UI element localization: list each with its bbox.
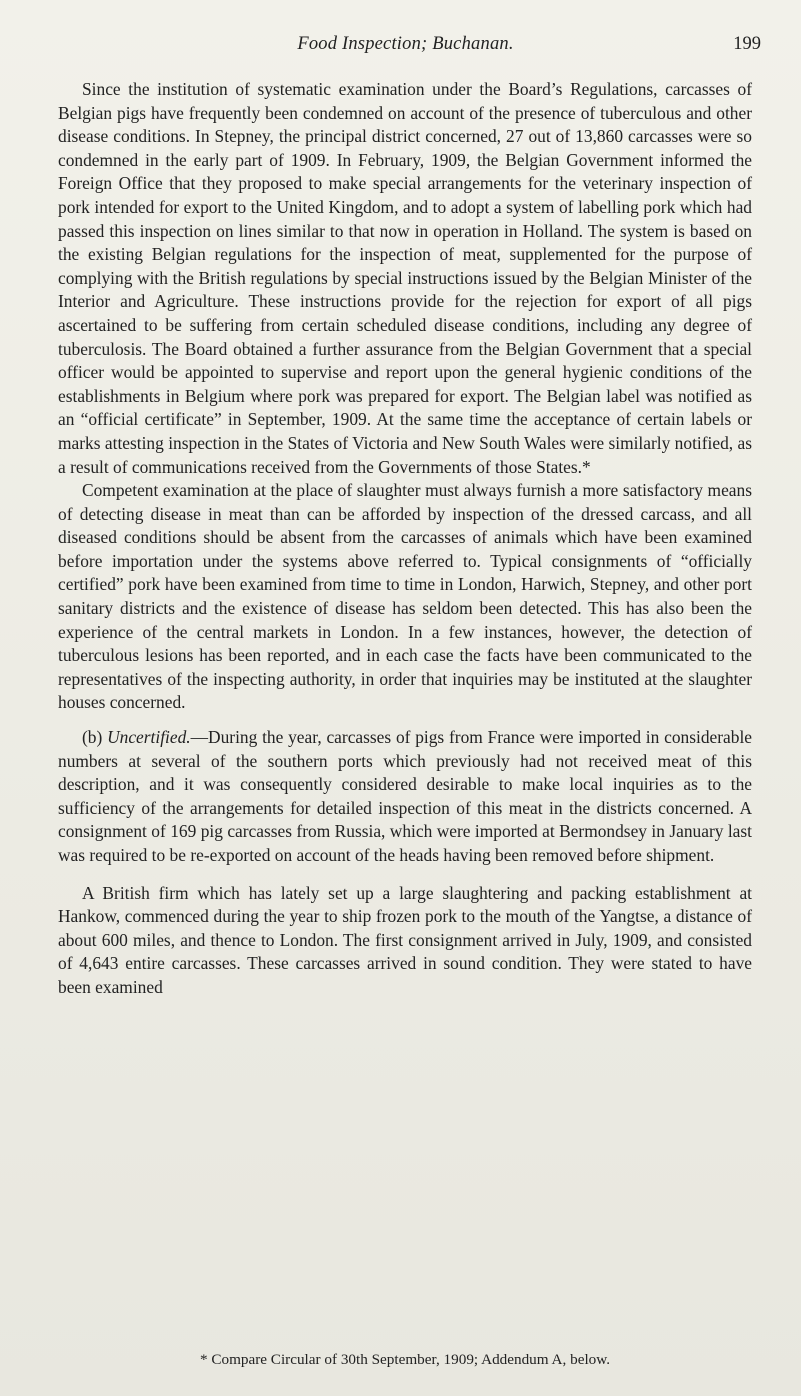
footnote: * Compare Circular of 30th September, 1909; Addendum A, below. <box>199 1351 611 1368</box>
section-label: (b) <box>82 727 103 748</box>
paragraph-hankow: A British firm which has lately set up a large slaughtering and packing establishment at Hankow, commenced during the year to ship frozen pork to the mouth of the Yangtse, a distance of about 600 miles, and thence to London. The first consignment arrived in July, 1909, and consisted of 4,643 entire carcasses. These carcasses arrived in sound condition. They were stated to have been examined <box>58 882 752 997</box>
paragraph-belgian-regulations: Since the institution of systematic examination under the Board’s Regulations, carcasses of Belgian pigs have frequently been condemned on account of the presence of tuberculous and other disease conditions. In Stepney, the principal district concerned, 27 out of 13,860 carcasses were so condemned in the early part of 1909. In February, 1909, the Belgian Government informed the Foreign Office that they proposed to make special arrangements for the veterinary inspection of pork intended for export to the United Kingdom, and to adopt a system of labelling pork which had passed this inspection on lines similar to that now in operation in Holland. The system is based on the existing Belgian regulations for the inspection of meat, supplemented for the purpose of complying with the British regulations by special instructions issued by the Belgian Minister of the Interior and Agriculture. These instructions provide for the rejection for export of all pigs ascertained to be suffering from certain scheduled disease conditions, including any degree of tuberculosis. The Board obtained a further assurance from the Belgian Government that a special officer would be appointed to supervise and report upon the general hygienic conditions of the establishments in Belgium where pork was prepared for export. The Belgian label was notified as an “official certificate” in September, 1909. At the same time the acceptance of certain labels or marks attesting inspection in the States of Victoria and New South Wales were similarly notified, as a result of communications received from the Governments of those States.* <box>58 79 752 477</box>
section-heading-uncertified: Uncertified. <box>107 727 191 748</box>
page-number: 199 <box>733 34 761 54</box>
body-text <box>58 78 752 1000</box>
page-header <box>50 34 761 58</box>
paragraph-competent-examination: Competent examination at the place of slaughter must always furnish a more satisfactory means of detecting disease in meat than can be afforded by inspection of the dressed carcass, and all diseased conditions should be absent from the carcasses of animals which have been examined before importation under the systems above referred to. Typical consignments of “officially certified” pork have been examined from time to time in London, Harwich, Stepney, and other port sanitary districts and the existence of disease has seldom been detected. This has also been the experience of the central markets in London. In a few instances, however, the detection of tuberculous lesions has been reported, and in each case the facts have been communicated to the representatives of the inspecting authority, in order that inquiries may be instituted at the slaughter houses concerned. <box>58 480 752 713</box>
paragraph-uncertified <box>58 726 752 868</box>
running-title: Food Inspection; Buchanan. <box>297 34 514 54</box>
paragraph-uncertified-body: —During the year, carcasses of pigs from France were imported in considerable numbers at several of the southern ports which previously had not received meat of this description, and it was consequently considered desirable to make local inquiries as to the sufficiency of the arrangements for detailed inspection of this meat in the districts concerned. A consignment of 169 pig carcasses from Russia, which were imported at Bermondsey in January last was required to be re-exported on account of the heads having been removed before shipment. <box>58 727 752 865</box>
